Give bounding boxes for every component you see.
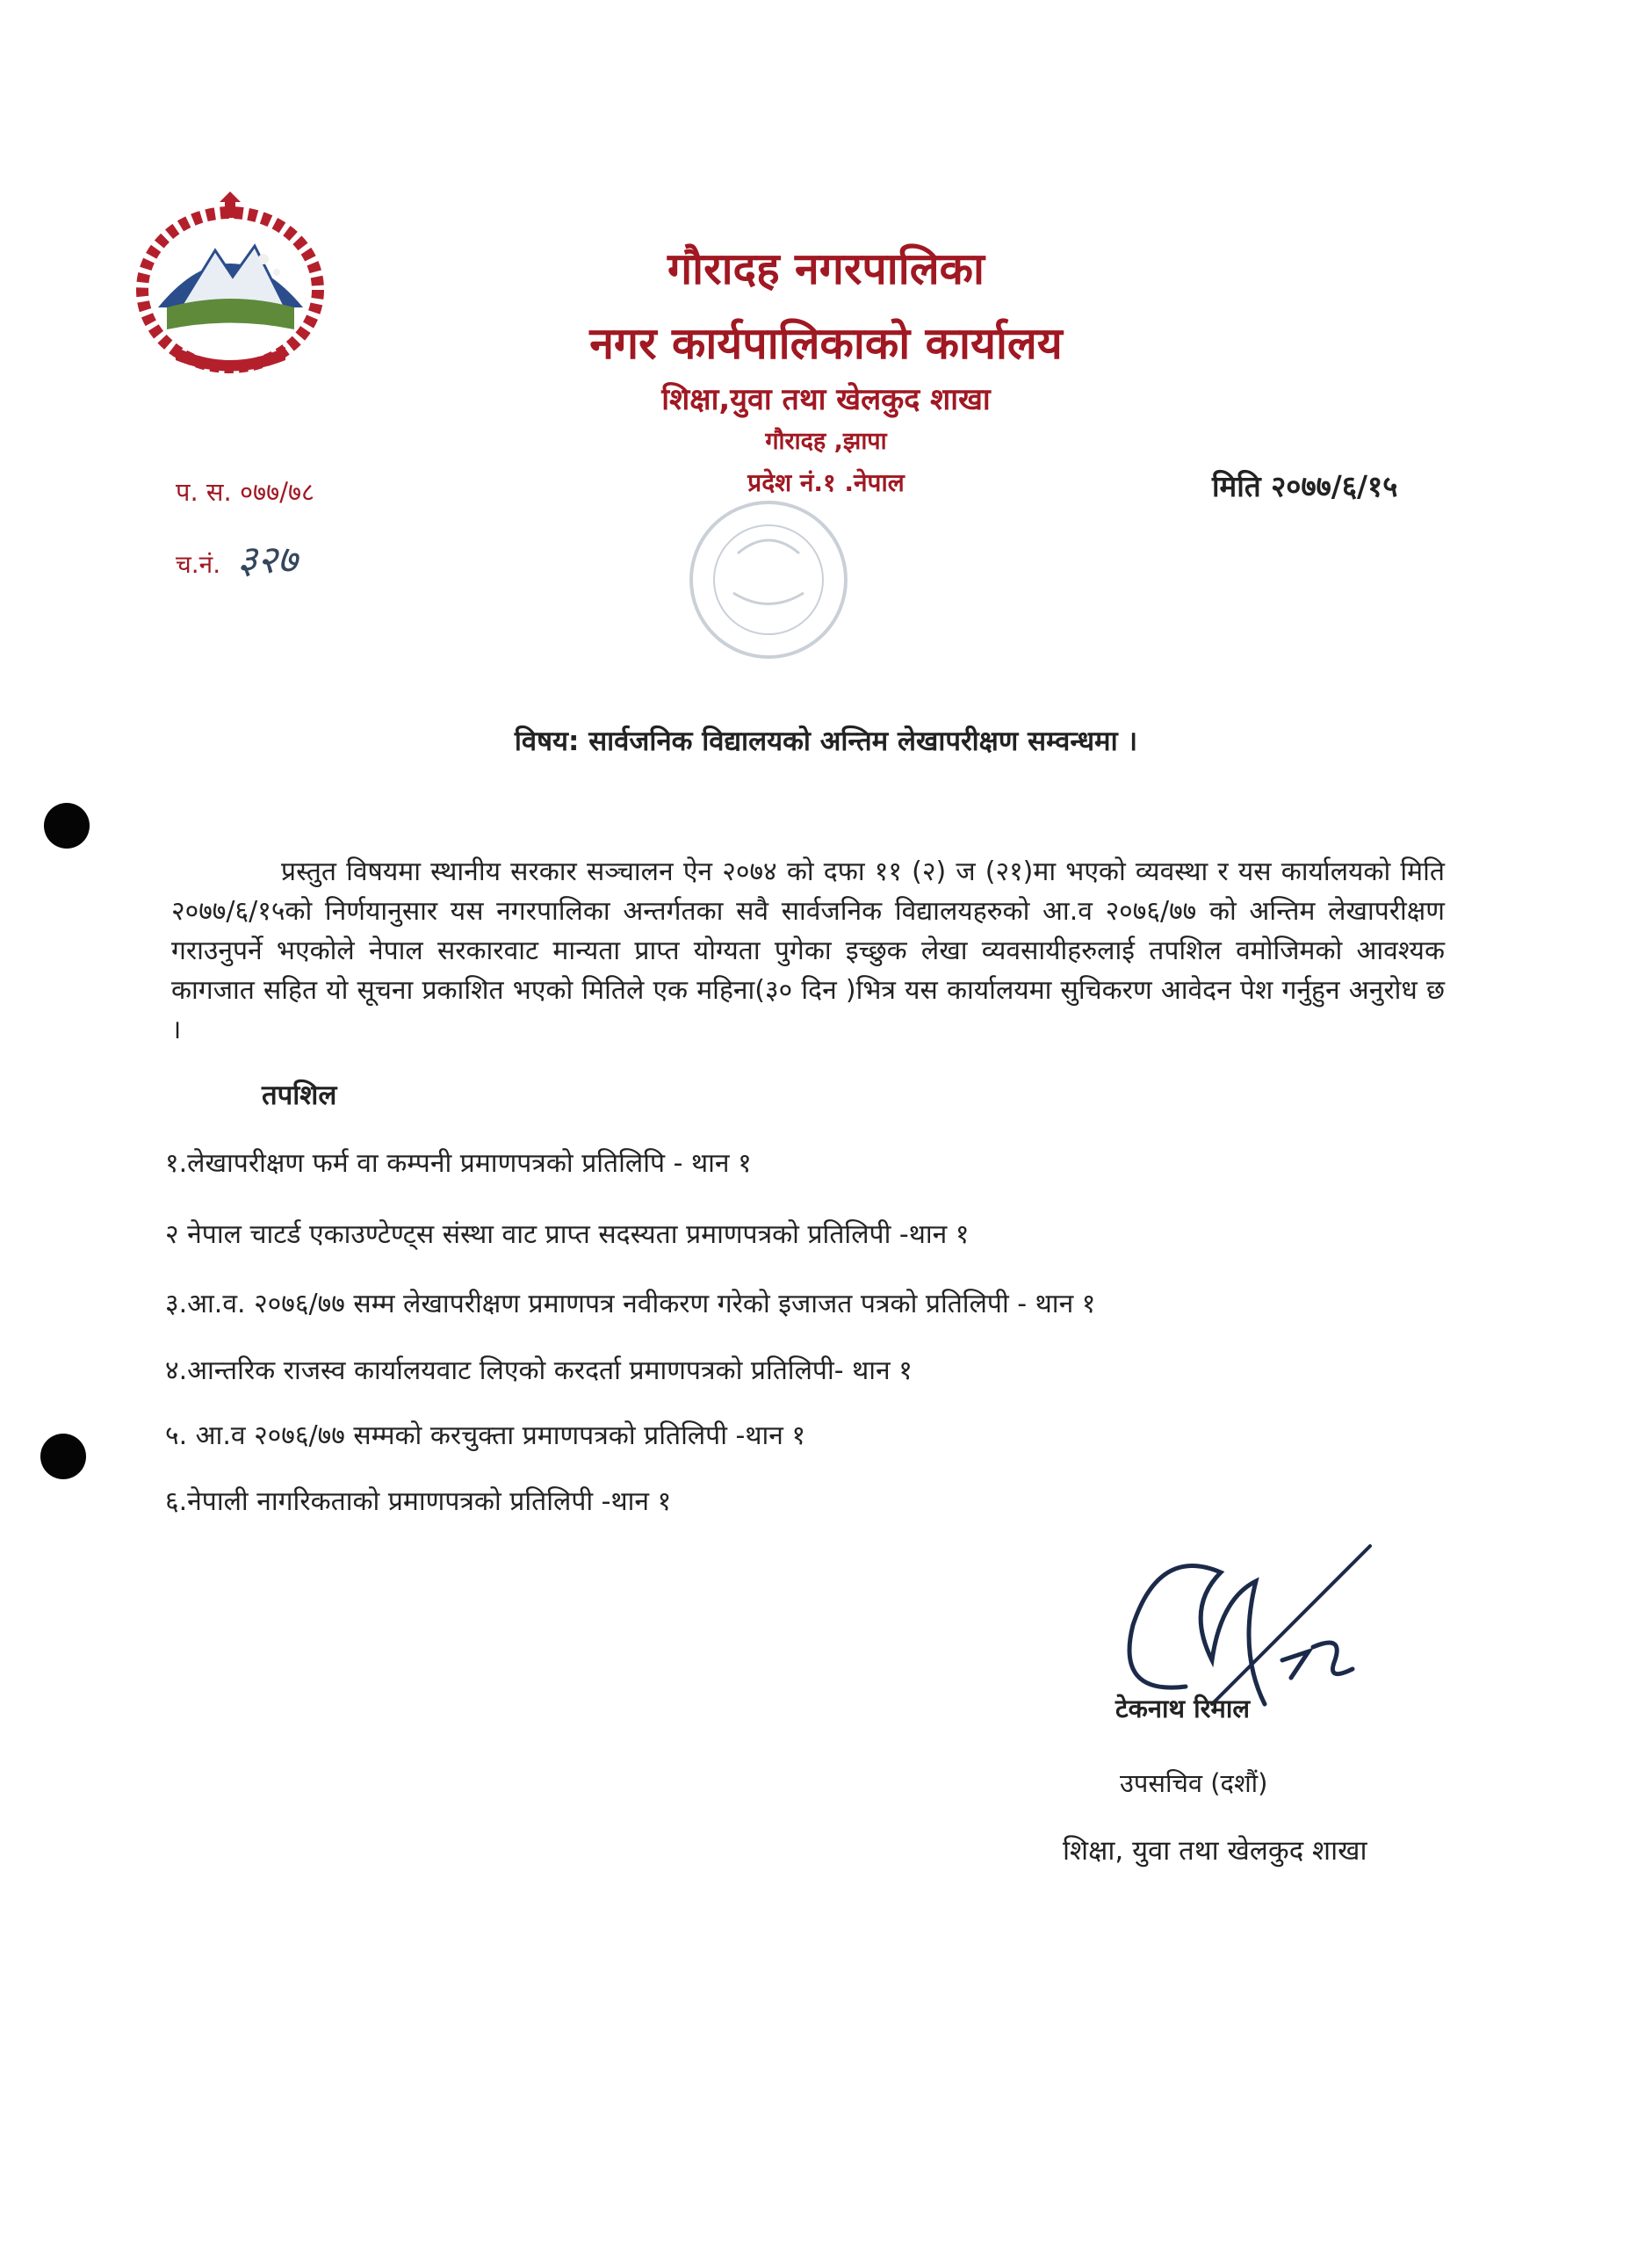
branch-name: शिक्षा,युवा तथा खेलकुद शाखा	[661, 382, 991, 417]
dispatch-number-handwritten: ३२७	[237, 538, 298, 582]
signatory-name: टेकनाथ रिमाल	[1115, 1694, 1251, 1723]
punch-hole	[40, 1434, 86, 1479]
details-item: ५. आ.व २०७६/७७ सम्मको करचुक्ता प्रमाणपत्रको प्रतिलिपी -थान १	[165, 1420, 806, 1451]
municipality-name: गौरादह नगरपालिका	[667, 243, 985, 294]
letter-body: प्रस्तुत विषयमा स्थानीय सरकार सञ्चालन ऐन २०७४ को दफा ११ (२) ज (२१)मा भएको व्यवस्था र यस कार्यालयको मिति २०७७/६/१५को निर्णयानुसार यस नगरपालिका अन्तर्गतका सवै सार्वजनिक विद्यालयहरुको आ.व २०७६/७७ को अन्तिम लेखापरीक्षण गराउनुपर्ने भएकोले नेपाल सरकारवाट मान्यता प्राप्त योग्यता पुगेका इच्छुक लेखा व्यवसायीहरुलाई तपशिल वमोजिमको आवश्यक कागजात सहित यो सूचना प्रकाशित भएको मितिले एक महिना(३० दिन )भित्र यस कार्यालयमा सुचिकरण आवेदन पेश गर्नुहुन अनुरोध छ ।	[171, 856, 1445, 1045]
details-item: ६.नेपाली नागरिकताको प्रमाणपत्रको प्रतिलिपी -थान १	[165, 1486, 672, 1517]
details-item: ३.आ.व. २०७६/७७ सम्म लेखापरीक्षण प्रमाणपत्र नवीकरण गरेको इजाजत पत्रको प्रतिलिपी - थान १	[165, 1289, 1096, 1319]
punch-hole	[44, 803, 90, 849]
signatory-branch: शिक्षा, युवा तथा खेलकुद शाखा	[1063, 1835, 1367, 1867]
letter-reference-number: प. स. ०७७/७८	[176, 477, 315, 507]
details-item: २ नेपाल चाटर्ड एकाउण्टेण्ट्स संस्था वाट प्राप्त सदस्यता प्रमाणपत्रको प्रतिलिपी -थान १	[165, 1219, 970, 1250]
details-item: ४.आन्तरिक राजस्व कार्यालयवाट लिएको करदर्ता प्रमाणपत्रको प्रतिलिपी- थान १	[165, 1355, 913, 1386]
details-item: १.लेखापरीक्षण फर्म वा कम्पनी प्रमाणपत्रको प्रतिलिपि - थान १	[165, 1148, 752, 1179]
details-heading: तपशिल	[262, 1080, 337, 1111]
office-stamp-icon	[654, 492, 874, 668]
office-name: नगर कार्यपालिकाको कार्यालय	[589, 318, 1063, 369]
province-line: प्रदेश नं.१ .नेपाल	[747, 468, 905, 497]
dispatch-label: च.नं.	[176, 550, 221, 579]
letter-subject: विषय: सार्वजनिक विद्यालयको अन्तिम लेखापरीक्षण सम्वन्धमा ।	[514, 726, 1138, 757]
office-address: गौरादह ,झापा	[765, 428, 887, 455]
signatory-designation: उपसचिव (दशौं)	[1120, 1768, 1268, 1798]
letter-date: मिति २०७७/६/१५	[1212, 469, 1398, 503]
